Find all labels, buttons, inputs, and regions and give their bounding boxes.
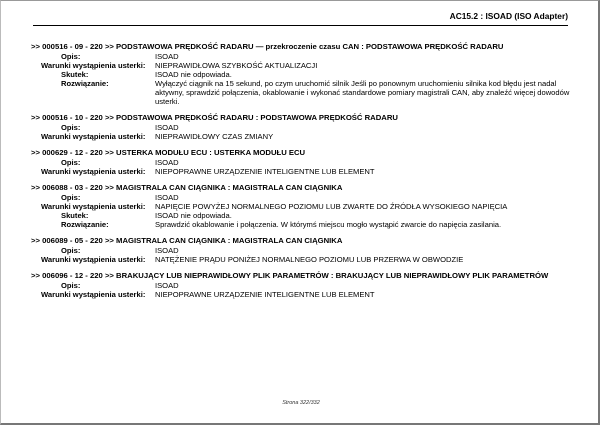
fault-entry	[31, 236, 576, 264]
skutek-label: Skutek:	[61, 69, 89, 79]
warunki-value: NIEPRAWIDŁOWA SZYBKOŚĆ AKTUALIZACJI	[155, 60, 318, 70]
warunki-label: Warunki wystąpienia usterki:	[41, 254, 146, 264]
opis-label: Opis:	[61, 51, 81, 61]
fault-title: >> 000629 - 12 - 220 >> USTERKA MODUŁU ECU : USTERKA MODUŁU ECU	[31, 148, 306, 157]
fault-title: >> 006096 - 12 - 220 >> BRAKUJĄCY LUB NIEPRAWIDŁOWY PLIK PARAMETRÓW : BRAKUJĄCY LUB NIEPRAWIDŁOWY PLIK PARAMETRÓW	[31, 271, 549, 280]
warunki-value: NIEPOPRAWNE URZĄDZENIE INTELIGENTNE LUB ELEMENT	[155, 166, 375, 176]
page-header-title: AC15.2 : ISOAD (ISO Adapter)	[449, 11, 568, 21]
warunki-value: NATĘŻENIE PRĄDU PONIŻEJ NORMALNEGO POZIOMU LUB PRZERWA W OBWODZIE	[155, 254, 464, 264]
opis-value: ISOAD	[155, 245, 179, 255]
fault-entry	[31, 183, 576, 229]
fault-title: >> 000516 - 09 - 220 >> PODSTAWOWA PRĘDKOŚĆ RADARU — przekroczenie czasu CAN : PODSTAWOWA PRĘDKOŚĆ RADARU	[31, 42, 504, 51]
fault-entry	[31, 113, 576, 141]
header-divider	[33, 25, 568, 26]
rozwiazanie-label: Rozwiązanie:	[61, 219, 109, 229]
fault-title: >> 006088 - 03 - 220 >> MAGISTRALA CAN CIĄGNIKA : MAGISTRALA CAN CIĄGNIKA	[31, 183, 343, 192]
warunki-label: Warunki wystąpienia usterki:	[41, 60, 146, 70]
opis-value: ISOAD	[155, 280, 179, 290]
fault-entry	[31, 271, 576, 299]
opis-label: Opis:	[61, 280, 81, 290]
rozwiazanie-label: Rozwiązanie:	[61, 78, 109, 88]
fault-code-list	[31, 42, 576, 306]
opis-value: ISOAD	[155, 122, 179, 132]
warunki-value: NIEPRAWIDŁOWY CZAS ZMIANY	[155, 131, 274, 141]
opis-label: Opis:	[61, 122, 81, 132]
fault-entry	[31, 148, 576, 176]
rozwiazanie-value: Wyłączyć ciągnik na 15 sekund, po czym uruchomić silnik Jeśli po ponownym uruchomieniu silnika kod błędu jest nadal aktywny, sprawdzić połączenia, okablowanie i wykonać standardowe pomiary magistrali CAN, aby znaleźć więcej dowodów usterki.	[155, 78, 570, 106]
rozwiazanie-value: Sprawdzić okablowanie i połączenia. W którymś miejscu mogło wystąpić zwarcie do napięcia zasilania.	[155, 219, 502, 229]
fault-title: >> 006089 - 05 - 220 >> MAGISTRALA CAN CIĄGNIKA : MAGISTRALA CAN CIĄGNIKA	[31, 236, 343, 245]
opis-value: ISOAD	[155, 51, 179, 61]
opis-label: Opis:	[61, 245, 81, 255]
opis-label: Opis:	[61, 157, 81, 167]
skutek-value: ISOAD nie odpowiada.	[155, 210, 232, 220]
warunki-label: Warunki wystąpienia usterki:	[41, 166, 146, 176]
skutek-label: Skutek:	[61, 210, 89, 220]
page-number: Strona 322/332	[282, 400, 320, 406]
warunki-value: NAPIĘCIE POWYŻEJ NORMALNEGO POZIOMU LUB ZWARTE DO ŹRÓDŁA WYSOKIEGO NAPIĘCIA	[155, 201, 508, 211]
warunki-label: Warunki wystąpienia usterki:	[41, 289, 146, 299]
warunki-label: Warunki wystąpienia usterki:	[41, 131, 146, 141]
skutek-value: ISOAD nie odpowiada.	[155, 69, 232, 79]
warunki-label: Warunki wystąpienia usterki:	[41, 201, 146, 211]
opis-label: Opis:	[61, 192, 81, 202]
opis-value: ISOAD	[155, 192, 179, 202]
warunki-value: NIEPOPRAWNE URZĄDZENIE INTELIGENTNE LUB ELEMENT	[155, 289, 375, 299]
fault-title: >> 000516 - 10 - 220 >> PODSTAWOWA PRĘDKOŚĆ RADARU : PODSTAWOWA PRĘDKOŚĆ RADARU	[31, 113, 398, 122]
opis-value: ISOAD	[155, 157, 179, 167]
fault-entry	[31, 42, 576, 106]
